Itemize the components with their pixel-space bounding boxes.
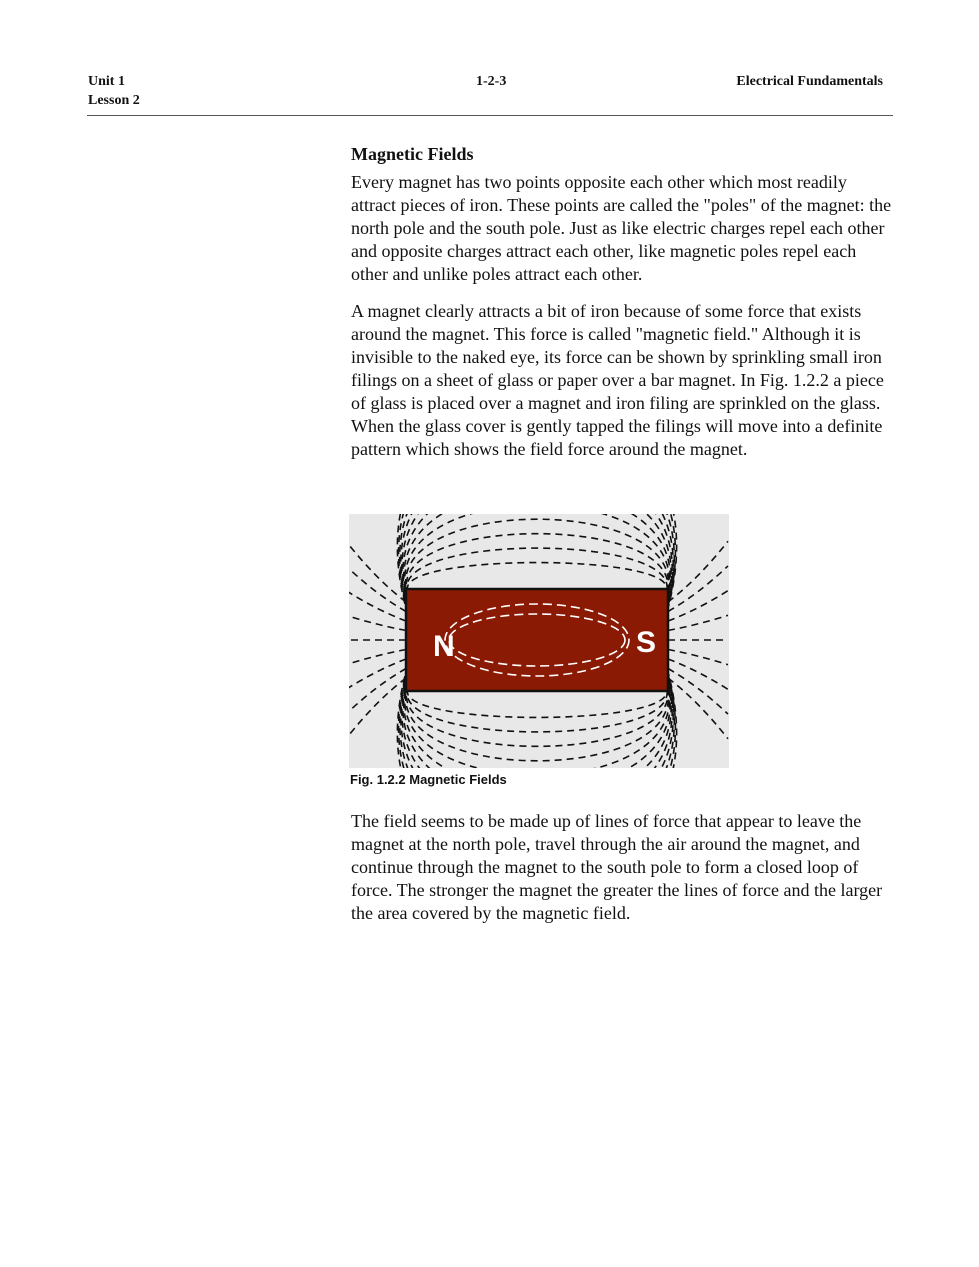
paragraph-poles: Every magnet has two points opposite each other which most readily attract pieces of iron. These points are called the "poles" of the magnet: the north pole and the south pole. Just as like electric charges repel each other and opposite charges attract each other, like magnetic poles repel each other and unlike poles attract each other. [351, 172, 892, 284]
paragraph-lines-of-force: The field seems to be made up of lines of force that appear to leave the magnet at the north pole, travel through the air around the magnet, and continue through the magnet to the south pole to form a closed loop of force. The stronger the magnet the greater the lines of force and the larger the area covered by the magnetic field. [351, 811, 883, 923]
figure-caption: Fig. 1.2.2 Magnetic Fields [350, 772, 507, 787]
paragraph-field: A magnet clearly attracts a bit of iron because of some force that exists around the magnet. This force is called "magnetic field." Although it is invisible to the naked eye, its force can be shown by sprinkling small iron filings on a sheet of glass or paper over a bar magnet. In Fig. 1.2.2 a piece of glass is placed over a magnet and iron filing are sprinkled on the glass. When the glass cover is gently tapped the filings will move into a definite pattern which shows the field force around the magnet. [351, 301, 884, 459]
header-unit: Unit 1 [88, 74, 125, 89]
header-page-number: 1-2-3 [476, 74, 507, 89]
header-divider [87, 115, 893, 116]
header-lesson: Lesson 2 [88, 93, 140, 108]
north-pole-label: N [433, 630, 455, 663]
south-pole-label: S [636, 626, 657, 659]
header-unit-lesson [88, 72, 140, 110]
header-course-title: Electrical Fundamentals [736, 74, 883, 89]
magnetic-field-figure [349, 514, 729, 768]
section-title: Magnetic Fields [351, 144, 474, 164]
